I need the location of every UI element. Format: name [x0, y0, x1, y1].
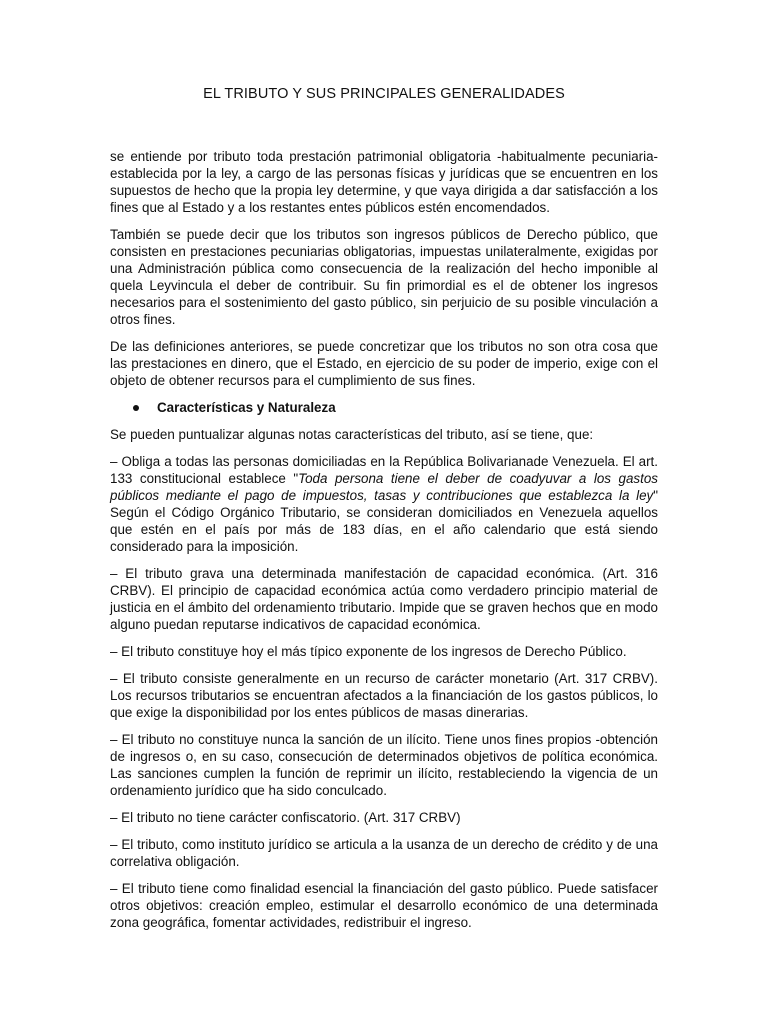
list-item: – El tributo constituye hoy el más típico exponente de los ingresos de Derecho Público.	[110, 644, 627, 659]
constitutional-quote: Toda persona tiene el deber de coadyuvar a los gastos públicos mediante el pago de impuestos, tasas y contribuciones que establezca la ley	[110, 471, 658, 503]
section-heading-text: Características y Naturaleza	[157, 400, 336, 415]
list-item-text: " Según el Código Orgánico Tributario, se consideran domiciliados en Venezuela aquellos que estén en el país por más de 183 días, en el año calendario que está siendo considerado para la imposición.	[110, 488, 658, 554]
list-item: – El tributo, como instituto jurídico se articula a la usanza de un derecho de crédito y de una correlativa obligación.	[110, 837, 658, 869]
list-item: – El tributo grava una determinada manifestación de capacidad económica. (Art. 316 CRBV). El principio de capacidad económica actúa como verdadero principio material de justicia en el ámbito del ordenamiento tributario. Impide que se graven hechos que en modo alguno puedan reputarse indicativos de capacidad económica.	[110, 566, 658, 632]
paragraph-intro: Se pueden puntualizar algunas notas características del tributo, así se tiene, que:	[110, 427, 594, 442]
bullet-icon	[133, 405, 139, 411]
list-item: – El tributo tiene como finalidad esencial la financiación del gasto público. Puede satisfacer otros objetivos: creación empleo, estimular el desarrollo económico de una determinada zona geográfica, fomentar actividades, redistribuir el ingreso.	[110, 881, 658, 930]
list-item: – El tributo consiste generalmente en un recurso de carácter monetario (Art. 317 CRBV). Los recursos tributarios se encuentran afectados a la financiación de los gastos públicos, lo que exige la disponibilidad por los entes públicos de masas dinerarias.	[110, 671, 658, 720]
paragraph-public-revenue: También se puede decir que los tributos son ingresos públicos de Derecho público, que consisten en prestaciones pecuniarias obligatorias, impuestas unilateralmente, exigidas por una Administración pública como consecuencia de la realización del hecho imponible al quela Leyvincula el deber de contribuir. Su fin primordial es el de obtener los ingresos necesarios para el sostenimiento del gasto público, sin perjuicio de su posible vinculación a otros fines.	[110, 227, 658, 327]
list-item: – El tributo no tiene carácter confiscatorio. (Art. 317 CRBV)	[110, 810, 461, 825]
paragraph-conclusion: De las definiciones anteriores, se puede concretizar que los tributos no son otra cosa que las prestaciones en dinero, que el Estado, en ejercicio de su poder de imperio, exige con el objeto de obtener recursos para el cumplimiento de sus fines.	[110, 339, 658, 388]
list-item-domicile	[110, 453, 658, 555]
paragraph-definition: se entiende por tributo toda prestación patrimonial obligatoria -habitualmente pecuniaria- establecida por la ley, a cargo de las personas físicas y jurídicas que se encuentren en los supuestos de hecho que la propia ley determine, y que vaya dirigida a dar satisfacción a los fines que al Estado y a los restantes entes públicos estén encomendados.	[110, 149, 658, 215]
list-item-text: – Obliga a todas las personas domiciliadas en la República Bolivarianade Venezuela. El art. 133 constitucional establece "	[110, 454, 658, 486]
document-title: EL TRIBUTO Y SUS PRINCIPALES GENERALIDADES	[203, 86, 565, 102]
list-item: – El tributo no constituye nunca la sanción de un ilícito. Tiene unos fines propios -obtención de ingresos o, en su caso, consecución de determinados objetivos de política económica. Las sanciones cumplen la función de reprimir un ilícito, restableciendo la vigencia de un ordenamiento jurídico que ha sido conculcado.	[110, 732, 658, 798]
section-heading-characteristics	[110, 399, 658, 416]
